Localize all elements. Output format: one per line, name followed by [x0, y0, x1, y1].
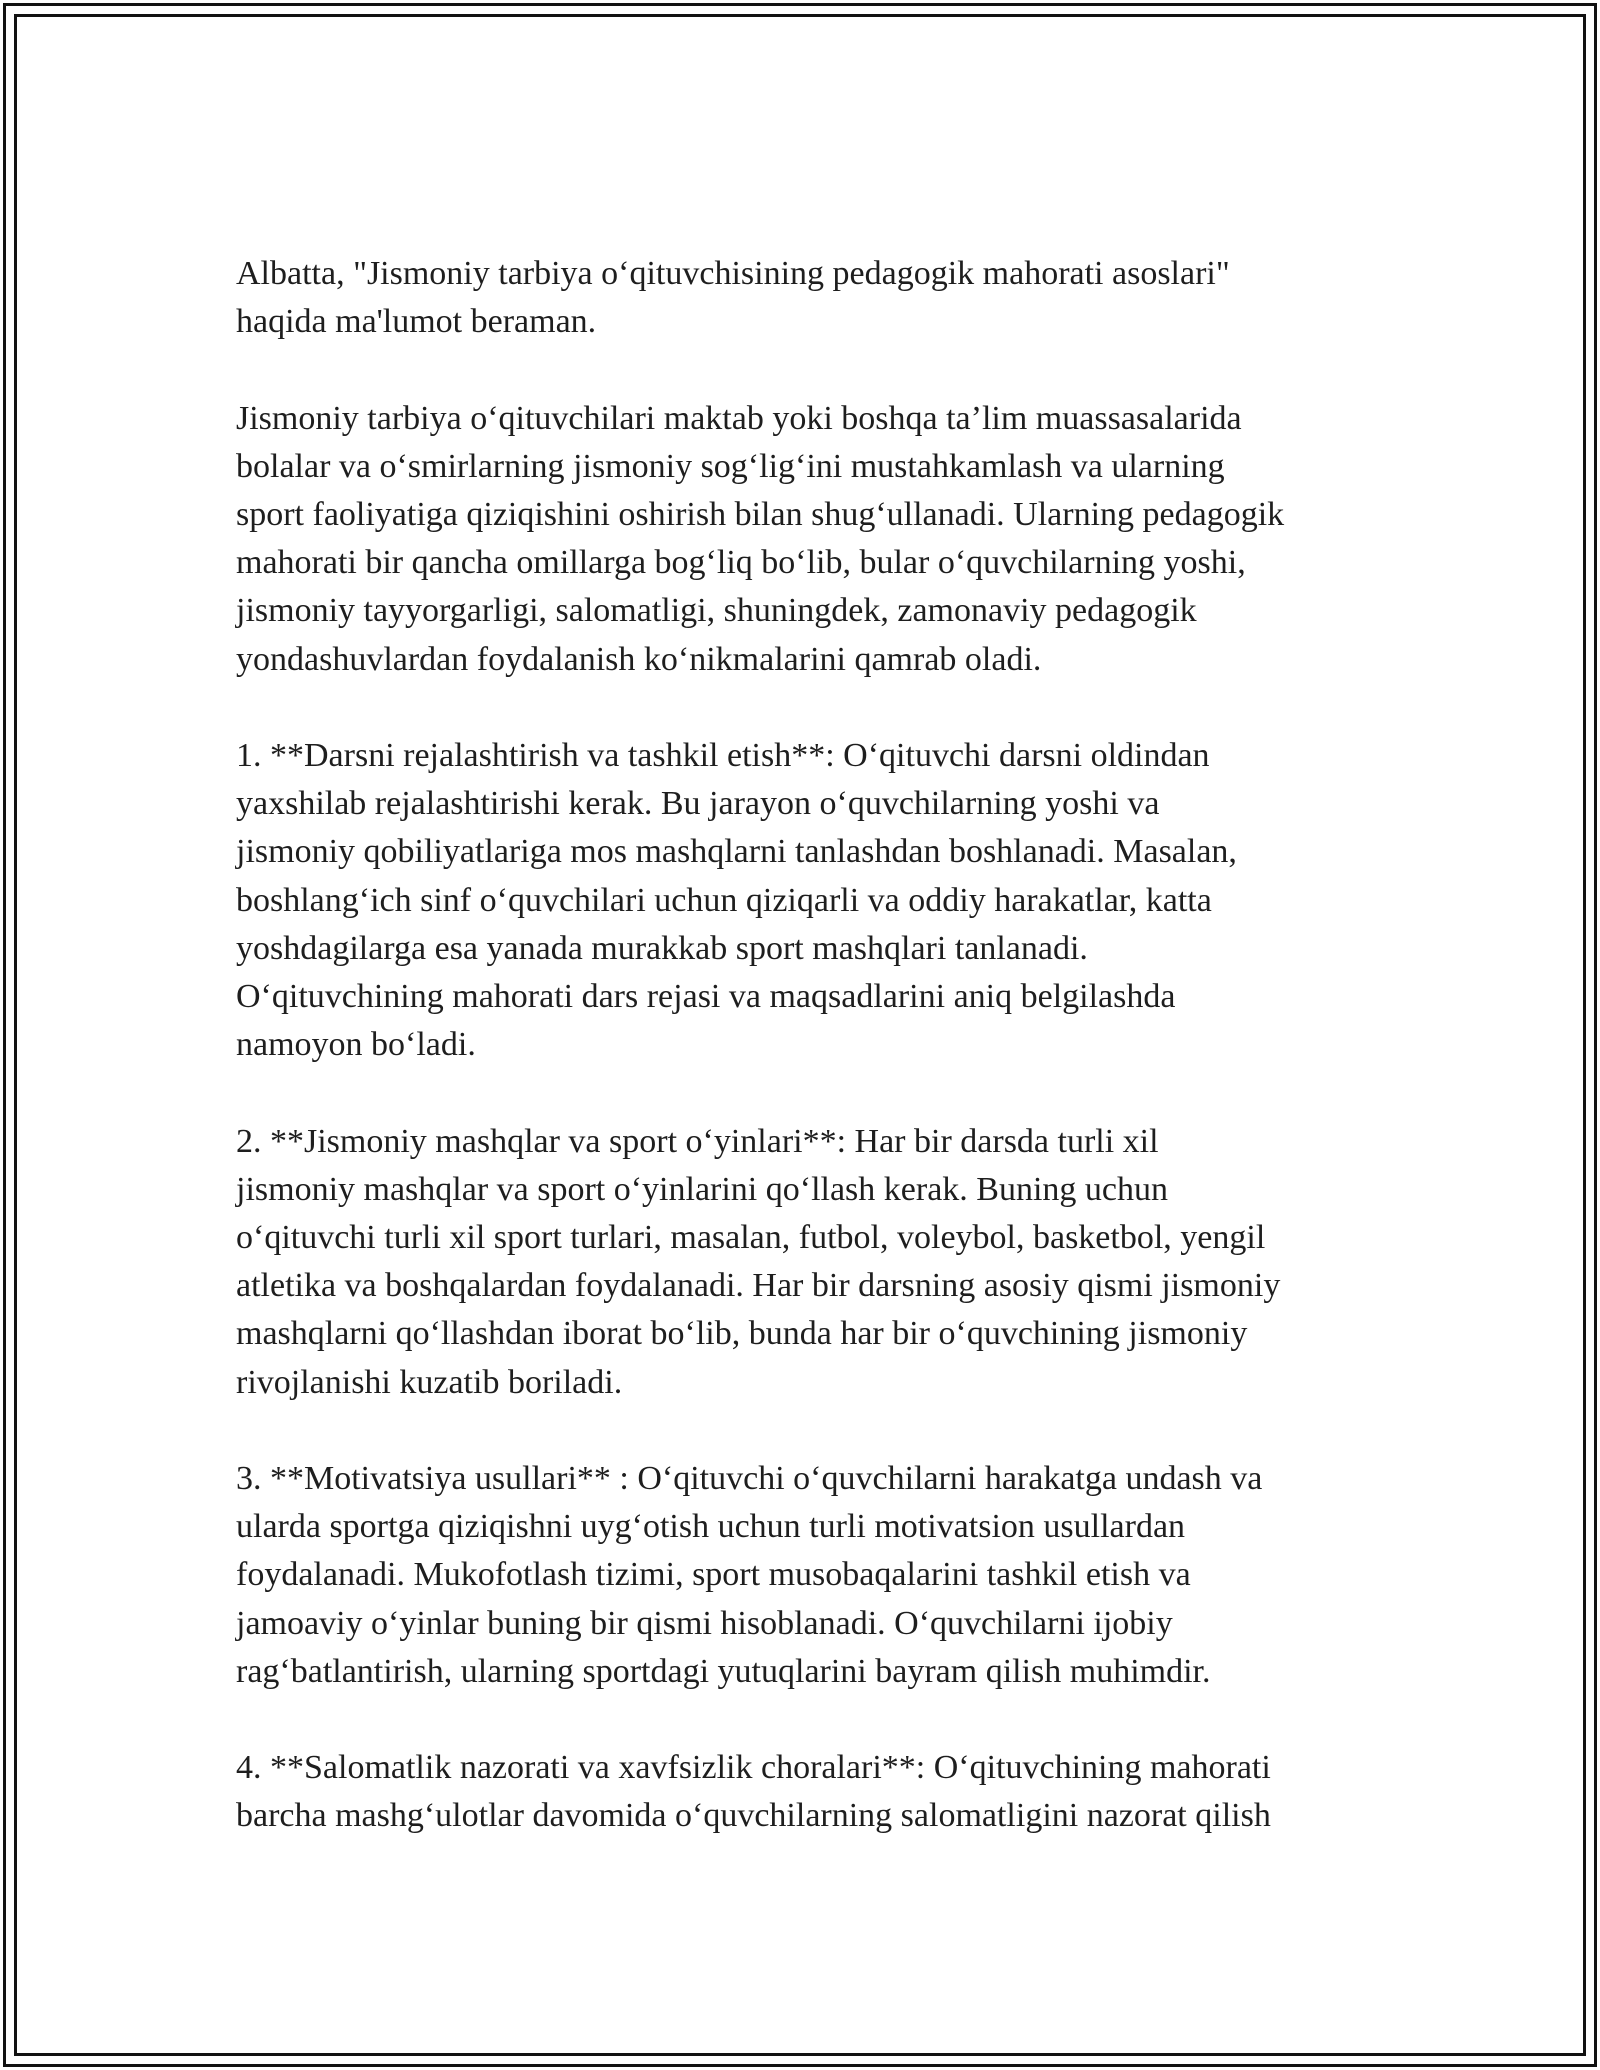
- point-1-paragraph: 1. **Darsni rejalashtirish va tashkil etish**: O‘qituvchi darsni oldindan yaxshilab rejalashtirishi kerak. Bu jarayon o‘quvchilarning yoshi va jismoniy qobiliyatlariga mos mashqlarni tanlashdan boshlanadi. Masalan, boshlang‘ich sinf o‘quvchilari uchun qiziqarli va oddiy harakatlar, katta yoshdagilarga esa yanada murakkab sport mashqlari tanlanadi. O‘qituvchining mahorati dars rejasi va maqsadlarini aniq belgilashda namoyon bo‘ladi.: [236, 737, 1237, 1064]
- point-3-paragraph: 3. **Motivatsiya usullari** : O‘qituvchi o‘quvchilarni harakatga undash va ularda sportga qiziqishni uyg‘otish uchun turli motivatsion usullardan foydalanadi. Mukofotlash tizimi, sport musobaqalarini tashkil etish va jamoaviy o‘yinlar buning bir qismi hisoblanadi. O‘quvchilarni ijobiy rag‘batlantirish, ularning sportdagi yutuqlarini bayram qilish muhimdir.: [236, 1460, 1263, 1690]
- overview-paragraph: Jismoniy tarbiya o‘qituvchilari maktab yoki boshqa ta’lim muassasalarida bolalar va o‘smirlarning jismoniy sog‘lig‘ini mustahkamlash va ularning sport faoliyatiga qiziqishini oshirish bilan shug‘ullanadi. Ularning pedagogik mahorati bir qancha omillarga bog‘liq bo‘lib, bular o‘quvchilarning yoshi, jismoniy tayyorgarligi, salomatligi, shuningdek, zamonaviy pedagogik yondashuvlardan foydalanish ko‘nikmalarini qamrab oladi.: [236, 399, 1285, 678]
- intro-paragraph: Albatta, "Jismoniy tarbiya o‘qituvchisining pedagogik mahorati asoslari" haqida ma'lumot beraman.: [236, 255, 1230, 341]
- point-4-paragraph: 4. **Salomatlik nazorati va xavfsizlik choralari**: O‘qituvchining mahorati barcha mashg‘ulotlar davomida o‘quvchilarning salomatligini nazorat qilish: [236, 1749, 1271, 1835]
- point-2-paragraph: 2. **Jismoniy mashqlar va sport o‘yinlari**: Har bir darsda turli xil jismoniy mashqlar va sport o‘yinlarini qo‘llash kerak. Buning uchun o‘qituvchi turli xil sport turlari, masalan, futbol, voleybol, basketbol, yengil atletika va boshqalardan foydalanadi. Har bir darsning asosiy qismi jismoniy mashqlarni qo‘llashdan iborat bo‘lib, bunda har bir o‘quvchining jismoniy rivojlanishi kuzatib boriladi.: [236, 1122, 1281, 1401]
- document-body: [236, 250, 1396, 1889]
